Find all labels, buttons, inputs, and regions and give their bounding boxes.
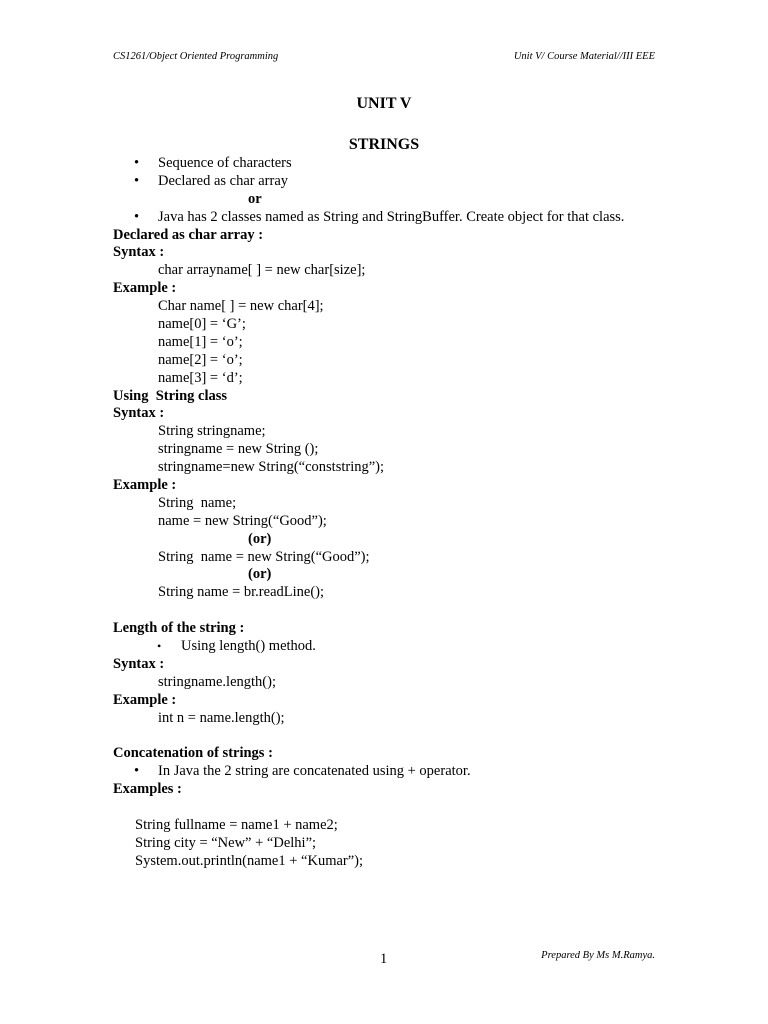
syntax-label: Syntax : (113, 655, 165, 672)
bullet-icon: • (134, 763, 140, 780)
spacer (113, 602, 673, 620)
examples-label: Examples : (113, 781, 182, 798)
bullet-icon: • (134, 172, 140, 189)
syntax-label: Syntax : (113, 244, 165, 261)
header-course-title: CS1261/Object Oriented Programming (113, 51, 279, 62)
list-item: • Java has 2 classes named as String and StringBuffer. Create object for that class. (134, 208, 625, 225)
bullet-icon: • (134, 155, 140, 171)
code-line: System.out.println(name1 + “Kumar”); (135, 852, 364, 869)
list-item: • Using length() method. (157, 638, 316, 655)
section-heading-char-array: Declared as char array : (113, 226, 264, 243)
bullet-icon: • (134, 208, 140, 225)
section-heading-concatenation: Concatenation of strings : (113, 745, 273, 762)
or-separator: (or) (248, 566, 272, 583)
code-line: String name = br.readLine(); (158, 584, 325, 601)
code-line: stringname=new String(“conststring”); (158, 459, 385, 476)
example-label: Example : (113, 280, 177, 297)
prepared-by-credit: Prepared By Ms M.Ramya. (541, 950, 655, 961)
section-heading-string-class: Using String class (113, 387, 228, 404)
list-item: • In Java the 2 string are concatenated using + operator. (134, 763, 471, 780)
or-separator: (or) (248, 530, 272, 547)
code-line: name[0] = ‘G’; (158, 316, 246, 333)
header-unit-info: Unit V/ Course Material//III EEE (513, 51, 655, 62)
spacer (113, 799, 673, 817)
code-line: name[3] = ‘d’; (158, 369, 243, 386)
code-line: String name = new String(“Good”); (158, 548, 370, 565)
code-line: String city = “New” + “Delhi”; (135, 834, 317, 851)
code-line: stringname = new String (); (158, 441, 319, 458)
code-line: Char name[ ] = new char[4]; (158, 298, 324, 315)
section-heading-length: Length of the string : (113, 620, 245, 637)
section-title-strings: STRINGS (348, 136, 420, 153)
syntax-label: Syntax : (113, 405, 165, 422)
code-line: name[2] = ‘o’; (158, 351, 243, 368)
code-line: String name; (158, 494, 237, 511)
code-line: name = new String(“Good”); (158, 512, 327, 529)
unit-title: UNIT V (356, 95, 412, 112)
bullet-icon: • (157, 639, 162, 654)
example-label: Example : (113, 477, 177, 494)
code-line: String stringname; (158, 423, 266, 440)
page-number: 1 (380, 951, 388, 967)
code-line: int n = name.length(); (158, 709, 285, 726)
example-label: Example : (113, 691, 177, 708)
code-line: char arrayname[ ] = new char[size]; (158, 262, 366, 279)
code-line: name[1] = ‘o’; (158, 333, 243, 350)
code-line: String fullname = name1 + name2; (135, 816, 338, 833)
or-separator: or (248, 190, 262, 207)
document-body (113, 155, 673, 871)
list-item: • Sequence of characters (134, 155, 292, 171)
list-item: • Declared as char array (134, 172, 289, 189)
spacer (113, 728, 673, 746)
code-line: stringname.length(); (158, 673, 276, 690)
